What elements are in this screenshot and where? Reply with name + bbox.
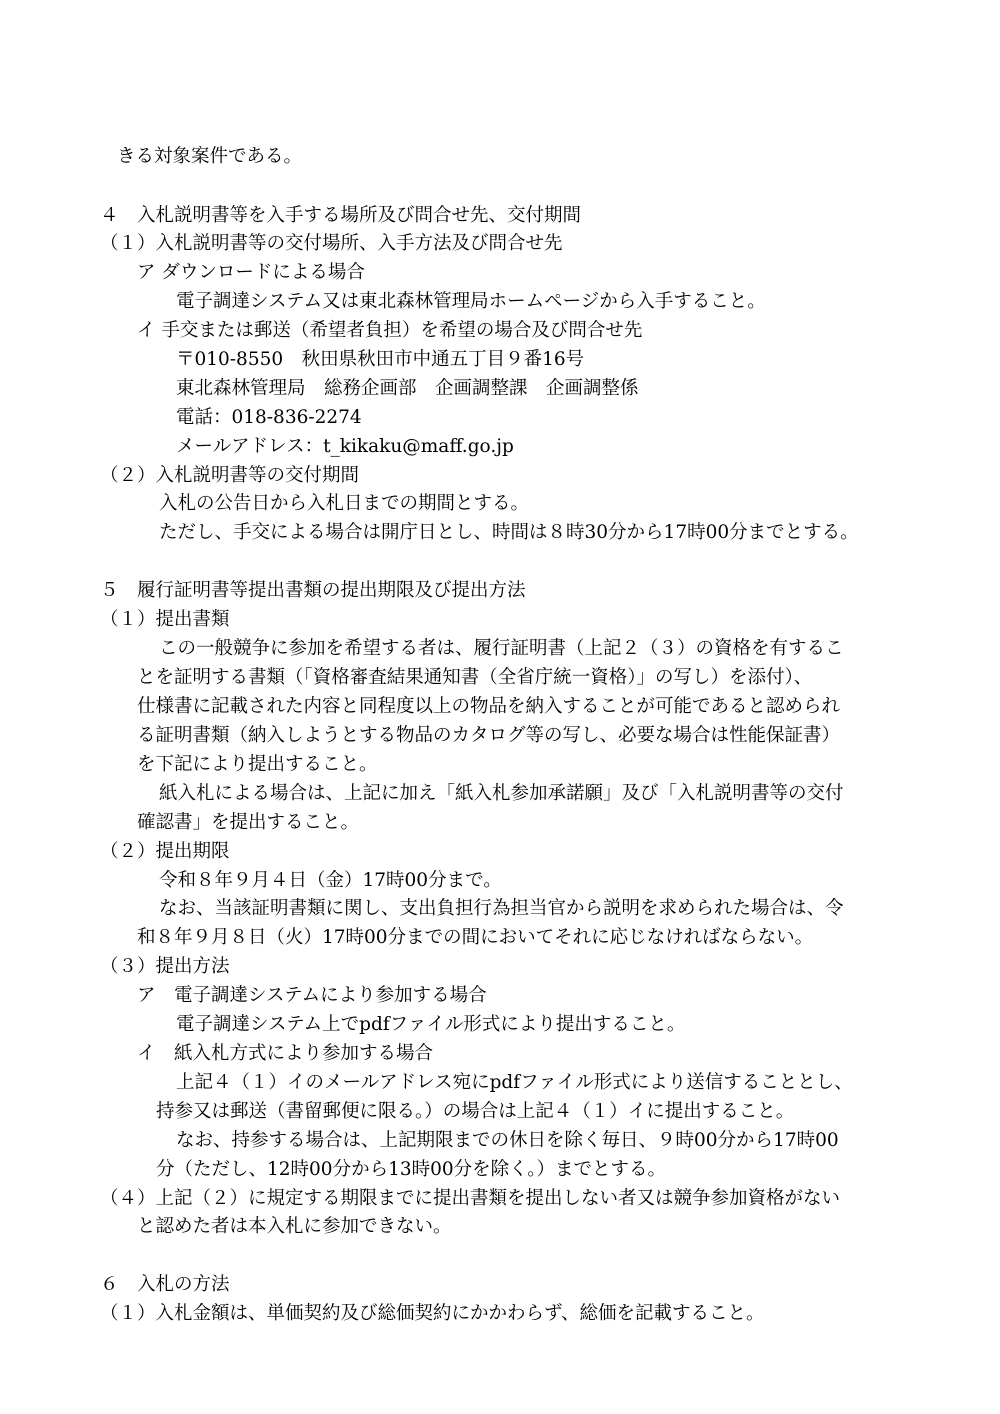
text-line: 和８年９月８日（火）17時00分までの間においてそれに応じなければならない。 <box>137 927 814 948</box>
text-line: 電子調達システム又は東北森林管理局ホームページから入手すること。 <box>176 291 766 312</box>
text-line: 紙入札による場合は、上記に加え「紙入札参加承諾願」及び「入札説明書等の交付 <box>159 783 844 804</box>
text-line: 電子調達システム上でpdfファイル形式により提出すること。 <box>176 1014 686 1035</box>
postal-address: 〒010-8550 秋田県秋田市中通五丁目９番16号 <box>176 349 585 370</box>
text-line: 上記４（１）イのメールアドレス宛にpdfファイル形式により送信することとし、 <box>176 1072 853 1093</box>
office-name: 東北森林管理局 総務企画部 企画調整課 企画調整係 <box>176 378 639 399</box>
item-heading: イ 紙入札方式により参加する場合 <box>137 1043 434 1064</box>
email-address: メールアドレス：t_kikaku@maff.go.jp <box>176 436 514 457</box>
subsection-heading: （２）入札説明書等の交付期間 <box>100 465 360 486</box>
text-line: 分（ただし、12時00分から13時00分を除く。）までとする。 <box>156 1159 667 1180</box>
subsection-heading: （１）入札説明書等の交付場所、入手方法及び問合せ先 <box>100 233 563 254</box>
subsection-heading: （２）提出期限 <box>100 841 230 862</box>
text-line: とを証明する書類（「資格審査結果通知書（全省庁統一資格）」の写し）を添付）、 <box>137 667 813 688</box>
subsection-heading: （４）上記（２）に規定する期限までに提出書類を提出しない者又は競争参加資格がない <box>100 1188 841 1209</box>
subsection-heading: （１）提出書類 <box>100 609 230 630</box>
text-line: なお、当該証明書類に関し、支出負担行為担当官から説明を求められた場合は、令 <box>159 898 844 919</box>
text-line: この一般競争に参加を希望する者は、履行証明書（上記２（３）の資格を有するこ <box>159 638 844 659</box>
text-line: 持参又は郵送（書留郵便に限る。）の場合は上記４（１）イに提出すること。 <box>156 1101 795 1122</box>
text-line: 確認書」を提出すること。 <box>137 812 360 833</box>
text-line: る証明書類（納入しようとする物品のカタログ等の写し、必要な場合は性能保証書） <box>137 725 841 746</box>
text-line: 仕様書に記載された内容と同程度以上の物品を納入することが可能であると認められ <box>137 696 841 717</box>
phone-number: 電話：018-836-2274 <box>176 407 362 428</box>
text-line: なお、持参する場合は、上記期限までの休日を除く毎日、９時00分から17時00 <box>176 1130 839 1151</box>
text-line: ただし、手交による場合は開庁日とし、時間は８時30分から17時00分までとする。 <box>159 522 859 543</box>
item-heading: イ 手交または郵送（希望者負担）を希望の場合及び問合せ先 <box>137 320 643 341</box>
item-heading: ア 電子調達システムにより参加する場合 <box>137 985 487 1006</box>
section-heading-6: ６ 入札の方法 <box>100 1274 230 1295</box>
subsection-heading: （１）入札金額は、単価契約及び総価契約にかかわらず、総価を記載すること。 <box>100 1303 765 1324</box>
text-line: きる対象案件である。 <box>117 146 303 167</box>
section-heading-5: ５ 履行証明書等提出書類の提出期限及び提出方法 <box>100 580 526 601</box>
text-line: 令和８年９月４日（金）17時00分まで。 <box>159 870 502 891</box>
text-line: と認めた者は本入札に参加できない。 <box>137 1216 452 1237</box>
subsection-heading: （３）提出方法 <box>100 956 230 977</box>
text-line: 入札の公告日から入札日までの期間とする。 <box>159 493 530 514</box>
section-heading-4: ４ 入札説明書等を入手する場所及び問合せ先、交付期間 <box>100 205 582 226</box>
text-line: を下記により提出すること。 <box>137 754 378 775</box>
item-heading: ア ダウンロードによる場合 <box>137 262 365 283</box>
